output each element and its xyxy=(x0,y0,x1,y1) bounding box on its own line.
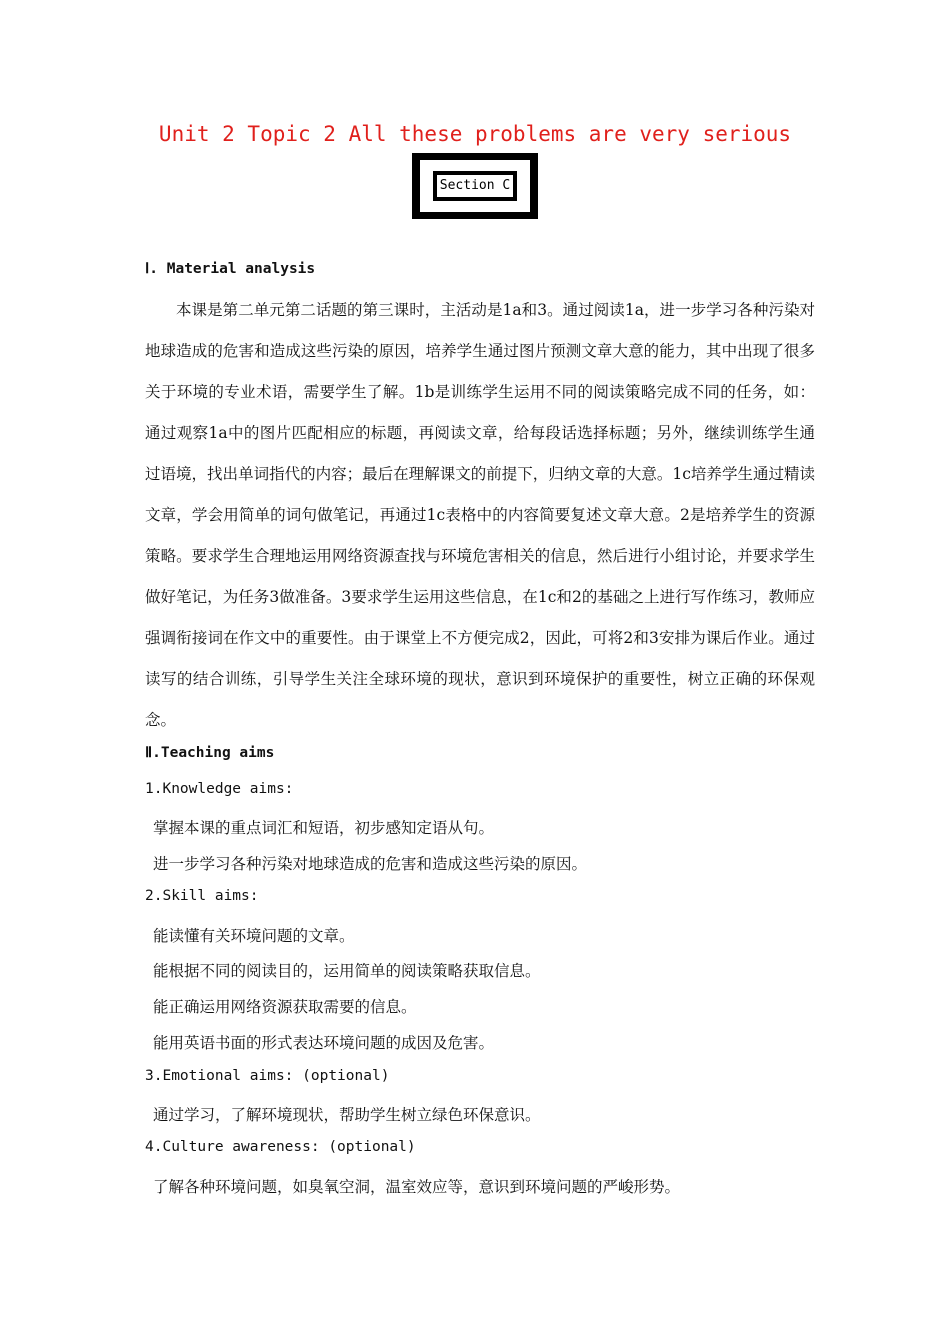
knowledge-aim-item: 进一步学习各种污染对地球造成的危害和造成这些污染的原因。 xyxy=(153,855,588,873)
skill-aims-label: 2.Skill aims: xyxy=(145,888,259,904)
knowledge-aim-item: 掌握本课的重点词汇和短语，初步感知定语从句。 xyxy=(153,819,495,837)
document-title: Unit 2 Topic 2 All these problems are very serious xyxy=(158,122,792,146)
section-frame xyxy=(412,153,538,219)
culture-aim-item: 了解各种环境问题，如臭氧空洞，温室效应等，意识到环境问题的严峻形势。 xyxy=(153,1178,681,1196)
section-label: Section C xyxy=(437,175,513,197)
material-heading: Ⅰ. Material analysis xyxy=(145,261,316,277)
knowledge-aims-label: 1.Knowledge aims: xyxy=(145,781,294,797)
culture-awareness-label: 4.Culture awareness: (optional) xyxy=(145,1139,416,1155)
skill-aim-item: 能根据不同的阅读目的，运用简单的阅读策略获取信息。 xyxy=(153,962,541,980)
aims-heading: Ⅱ.Teaching aims xyxy=(145,745,275,761)
skill-aim-item: 能正确运用网络资源获取需要的信息。 xyxy=(153,998,417,1016)
skill-aim-item: 能读懂有关环境问题的文章。 xyxy=(153,927,355,945)
emotional-aims-label: 3.Emotional aims: (optional) xyxy=(145,1068,390,1084)
emotional-aim-item: 通过学习，了解环境现状，帮助学生树立绿色环保意识。 xyxy=(153,1106,541,1124)
material-paragraph: 本课是第二单元第二话题的第三课时，主活动是1a和3。通过阅读1a，进一步学习各种污染对地球造成的危害和造成这些污染的原因，培养学生通过图片预测文章大意的能力，其中出现了很多关于环境的专业术语，需要学生了解。1b是训练学生运用不同的阅读策略完成不同的任务，如：通过观察1a中的图片匹配相应的标题，再阅读文章，给每段话选择标题；另外，继续训练学生通过语境，找出单词指代的内容；最后在理解课文的前提下，归纳文章的大意。1c培养学生通过精读文章，学会用简单的词句做笔记，再通过1c表格中的内容简要复述文章大意。2是培养学生的资源策略。要求学生合理地运用网络资源查找与环境危害相关的信息，然后进行小组讨论，并要求学生做好笔记，为任务3做准备。3要求学生运用这些信息，在1c和2的基础之上进行写作练习，教师应强调衔接词在作文中的重要性。由于课堂上不方便完成2，因此，可将2和3安排为课后作业。通过读写的结合训练，引导学生关注全球环境的现状，意识到环境保护的重要性，树立正确的环保观念。 xyxy=(145,301,815,729)
skill-aim-item: 能用英语书面的形式表达环境问题的成因及危害。 xyxy=(153,1034,495,1052)
